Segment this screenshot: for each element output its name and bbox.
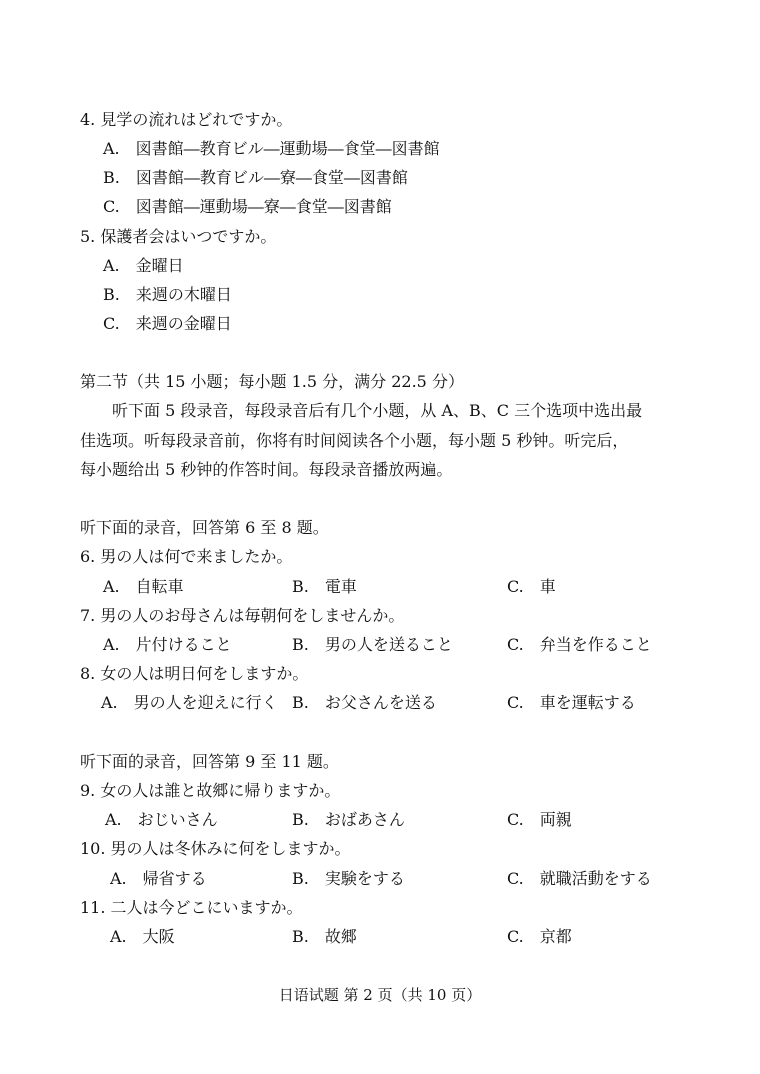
q7-option-c: C. 弁当を作ること — [507, 635, 652, 654]
q10-option-c: C. 就職活動をする — [507, 869, 652, 888]
q6-option-b: B. 電車 — [292, 577, 357, 596]
q4-option-a: A. 図書館―教育ビル―運動場―食堂―図書館 — [103, 139, 440, 158]
instructions-line-3: 每小题给出 5 秒钟的作答时间。每段录音播放两遍。 — [80, 460, 453, 479]
q4-option-b: B. 図書館―教育ビル―寮―食堂―図書館 — [103, 168, 408, 187]
question-9: 9. 女の人は誰と故郷に帰りますか。 — [80, 781, 341, 800]
instructions-line-2: 佳选项。听每段录音前，你将有时间阅读各个小题，每小题 5 秒钟。听完后， — [80, 431, 629, 450]
q10-option-a: A. 帰省する — [110, 869, 207, 888]
q5-option-a: A. 金曜日 — [103, 256, 184, 275]
question-8: 8. 女の人は明日何をしますか。 — [80, 664, 309, 683]
question-7: 7. 男の人のお母さんは毎朝何をしませんか。 — [80, 606, 405, 625]
question-4: 4. 見学の流れはどれですか。 — [80, 110, 293, 129]
q5-option-b: B. 来週の木曜日 — [103, 285, 232, 304]
q5-option-c: C. 来週の金曜日 — [103, 314, 232, 333]
q6-option-c: C. 車 — [507, 577, 556, 596]
q6-option-a: A. 自転車 — [103, 577, 184, 596]
q4-option-c: C. 図書館―運動場―寮―食堂―図書館 — [103, 197, 392, 216]
q9-option-a: A. おじいさん — [105, 810, 218, 829]
question-11: 11. 二人は今どこにいますか。 — [80, 898, 303, 917]
q7-option-a: A. 片付けること — [103, 635, 232, 654]
q10-option-b: B. 実験をする — [292, 869, 405, 888]
q8-option-a: A. 男の人を迎えに行く — [101, 693, 278, 712]
group-intro-6-8: 听下面的录音，回答第 6 至 8 题。 — [80, 518, 329, 537]
q7-option-b: B. 男の人を送ること — [292, 635, 453, 654]
group-intro-9-11: 听下面的录音，回答第 9 至 11 题。 — [80, 752, 339, 771]
page-footer: 日语试题 第 2 页（共 10 页） — [278, 986, 482, 1004]
q9-option-c: C. 両親 — [507, 810, 572, 829]
q11-option-a: A. 大阪 — [110, 927, 175, 946]
instructions-line-1: 听下面 5 段录音，每段录音后有几个小题，从 A、B、C 三个选项中选出最 — [80, 401, 643, 420]
q8-option-b: B. お父さんを送る — [292, 693, 437, 712]
q11-option-b: B. 故郷 — [292, 927, 357, 946]
question-5: 5. 保護者会はいつですか。 — [80, 227, 277, 246]
question-10: 10. 男の人は冬休みに何をしますか。 — [80, 839, 351, 858]
q9-option-b: B. おばあさん — [292, 810, 405, 829]
q8-option-c: C. 車を運転する — [507, 693, 636, 712]
q11-option-c: C. 京都 — [507, 927, 572, 946]
question-6: 6. 男の人は何で来ましたか。 — [80, 547, 293, 566]
section-heading: 第二节（共 15 小题；每小题 1.5 分，满分 22.5 分） — [80, 372, 464, 391]
